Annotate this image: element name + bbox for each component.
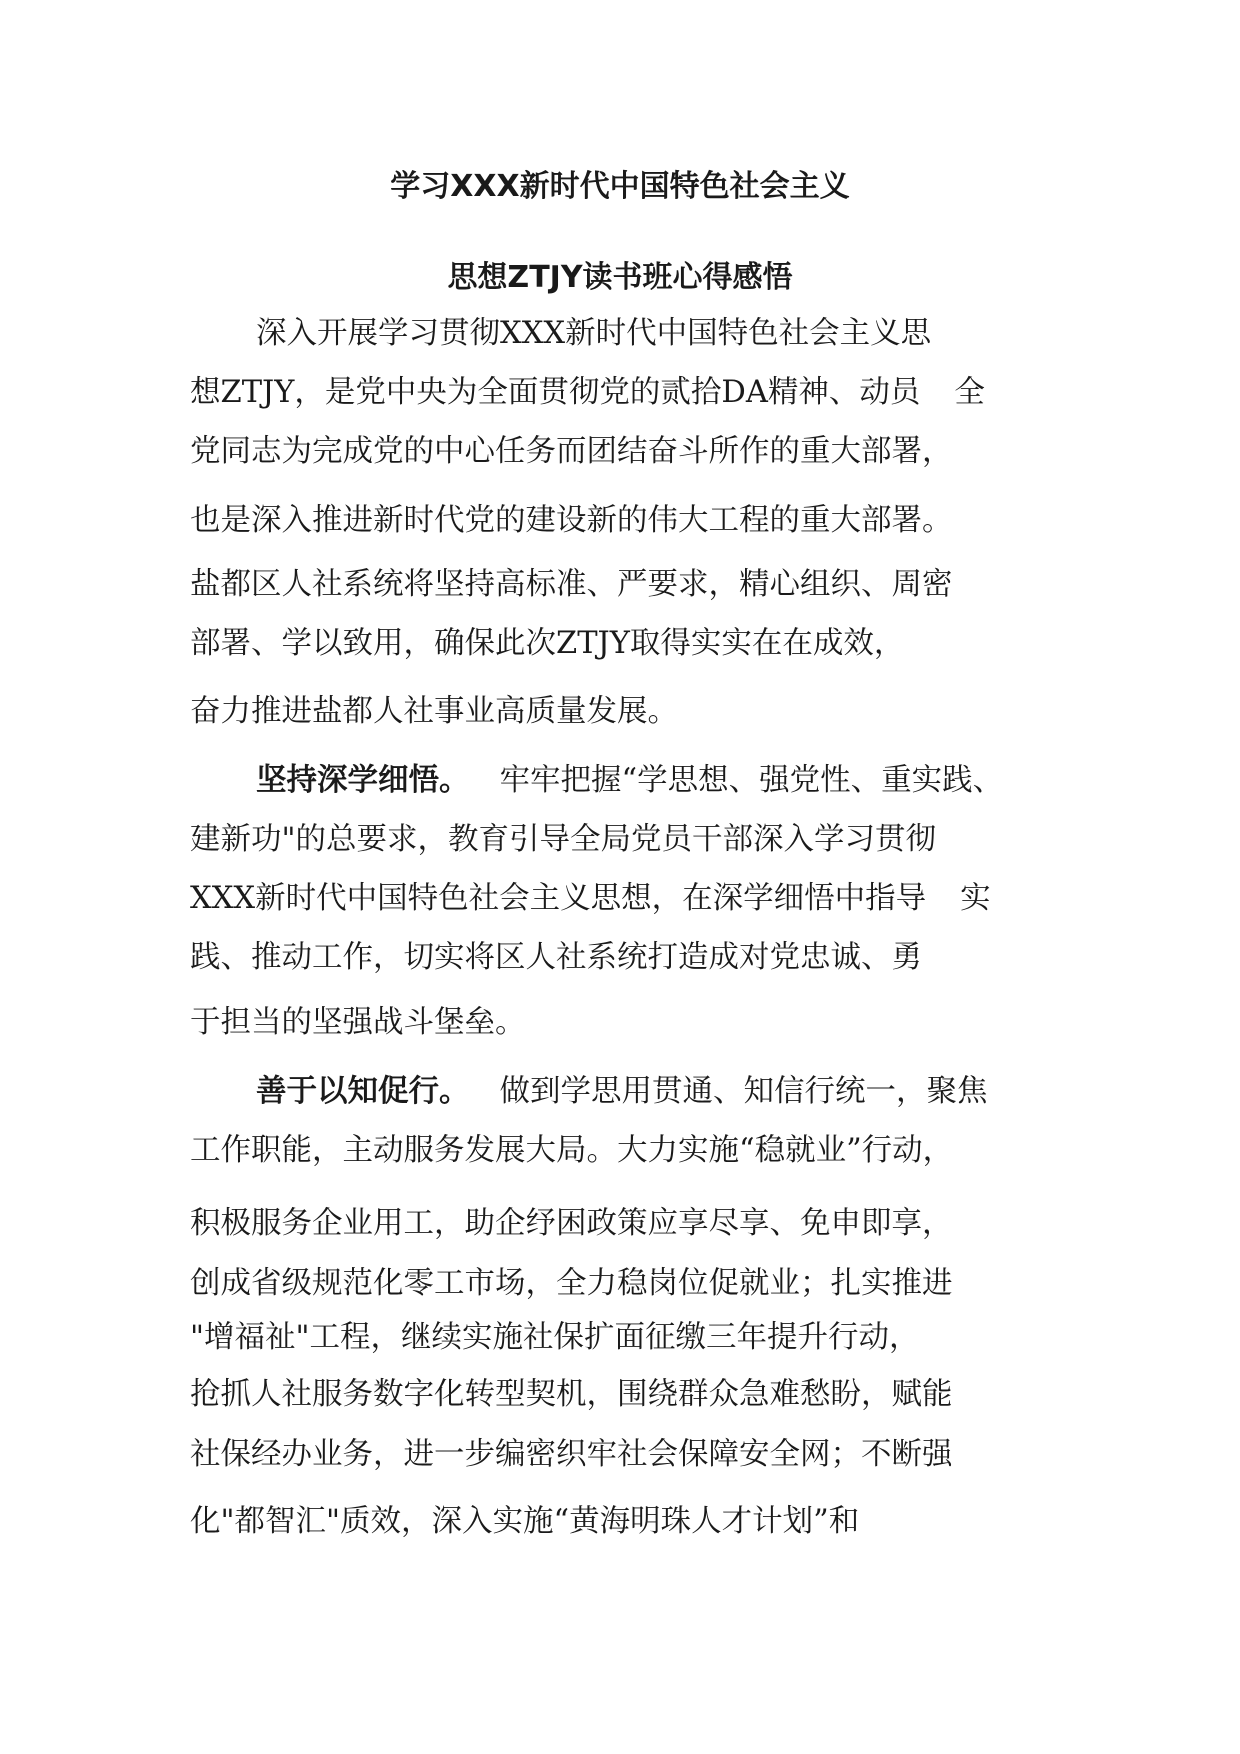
paragraph-1-line-3: 党同志为完成党的中心任务而团结奋斗所作的重大部署，: [190, 434, 953, 469]
paragraph-2-line-3: [190, 880, 991, 918]
paragraph-2-line-3-tail: 实: [960, 881, 991, 916]
paragraph-3-line-2: 工作职能，主动服务发展大局。大力实施“稳就业”行动，: [190, 1133, 954, 1168]
paragraph-2-line-2: 建新功"的总要求，教育引导全局党员干部深入学习贯彻: [190, 822, 937, 857]
paragraph-2-line-4: 践、推动工作，切实将区人社系统打造成对党忠诚、勇: [190, 940, 922, 975]
paragraph-1-line-1: 深入开展学习贯彻XXX新时代中国特色社会主义思: [256, 316, 932, 351]
paragraph-1-line-7: 奋力推进盐都人社事业高质量发展。: [190, 694, 678, 729]
document-title-line-2: 思想ZTJY读书班心得感悟: [447, 260, 793, 295]
paragraph-3-line-4: 创成省级规范化零工市场，全力稳岗位促就业；扎实推进: [190, 1266, 953, 1301]
paragraph-3-line-7: 社保经办业务，进一步编密织牢社会保障安全网；不断强: [190, 1437, 953, 1472]
paragraph-2-line-1-text: 牢牢把握“学思想、强党性、重实践、: [499, 763, 1004, 798]
paragraph-3-line-1: [256, 1073, 988, 1111]
paragraph-1-line-2-text: 想ZTJY，是党中央为全面贯彻党的贰拾DA精神、动员: [190, 375, 921, 410]
paragraph-3-lead: 善于以知促行。: [256, 1074, 470, 1109]
paragraph-1-line-5: 盐都区人社系统将坚持高标准、严要求，精心组织、周密: [190, 567, 953, 602]
paragraph-1-line-2: [190, 374, 985, 412]
document-title-line-1: 学习XXX新时代中国特色社会主义: [390, 169, 850, 204]
paragraph-2-line-1: [256, 762, 1003, 800]
paragraph-2-lead: 坚持深学细悟。: [256, 763, 470, 798]
paragraph-1-line-6: 部署、学以致用，确保此次ZTJY取得实实在在成效，: [190, 626, 905, 661]
paragraph-3-line-6: 抢抓人社服务数字化转型契机，围绕群众急难愁盼，赋能: [190, 1377, 953, 1412]
paragraph-3-line-3: 积极服务企业用工，助企纾困政策应享尽享、免申即享，: [190, 1206, 953, 1241]
paragraph-3-line-8: 化"都智汇"质效，深入实施“黄海明珠人才计划”和: [190, 1504, 860, 1539]
paragraph-1-line-4: 也是深入推进新时代党的建设新的伟大工程的重大部署。: [190, 503, 953, 538]
paragraph-2-line-5: 于担当的坚强战斗堡垒。: [190, 1005, 526, 1040]
paragraph-2-line-3-text: XXX新时代中国特色社会主义思想，在深学细悟中指导: [190, 881, 927, 916]
paragraph-3-line-1-text: 做到学思用贯通、知信行统一，聚焦: [499, 1074, 988, 1109]
paragraph-3-line-5: "增福祉"工程，继续实施社保扩面征缴三年提升行动，: [190, 1320, 920, 1355]
paragraph-1-line-2-tail: 全: [954, 375, 985, 410]
